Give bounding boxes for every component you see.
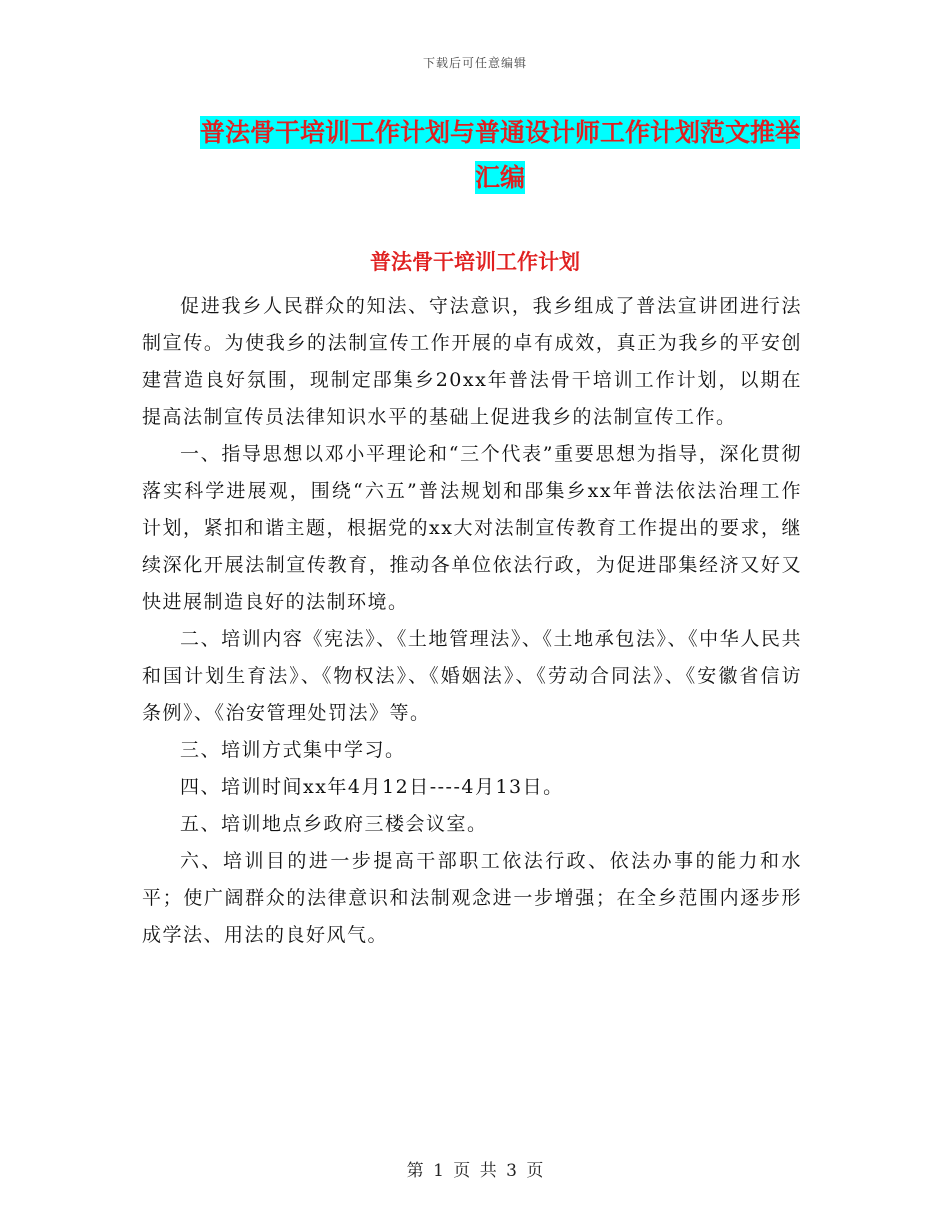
paragraph: 二、培训内容《宪法》、《土地管理法》、《土地承包法》、《中华人民共和国计划生育法》、《物权法》、《婚姻法》、《劳动合同法》、《安徽省信访条例》、《治安管理处罚法》等。 xyxy=(142,628,802,724)
paragraph: 六、培训目的进一步提高干部职工依法行政、依法办事的能力和水平；使广阔群众的法律意识和法制观念进一步增强；在全乡范围内逐步形成学法、用法的良好风气。 xyxy=(142,850,802,946)
page-footer: 第 1 页 共 3 页 xyxy=(406,1161,544,1181)
header-note: 下载后可任意编辑 xyxy=(422,56,527,70)
paragraph: 五、培训地点乡政府三楼会议室。 xyxy=(180,813,488,835)
paragraph: 三、培训方式集中学习。 xyxy=(180,739,406,761)
main-title-text: 普法骨干培训工作计划与普通设计师工作计划范文推举汇编 xyxy=(199,118,800,192)
main-title xyxy=(190,110,810,200)
section-title: 普法骨干培训工作计划 xyxy=(370,249,580,274)
paragraph: 一、指导思想以邓小平理论和“三个代表”重要思想为指导，深化贯彻落实科学进展观，围绕“六五”普法规划和郘集乡xx年普法依法治理工作计划，紧扣和谐主题，根据党的xx大对法制宣传教育工作提出的要求，继续深化开展法制宣传教育，推动各单位依法行政，为促进郘集经济又好又快进展制造良好的法制环境。 xyxy=(142,443,802,613)
paragraph: 四、培训时间xx年4月12日----4月13日。 xyxy=(180,776,564,798)
body-text xyxy=(142,288,802,954)
paragraph: 促进我乡人民群众的知法、守法意识，我乡组成了普法宣讲团进行法制宣传。为使我乡的法制宣传工作开展的卓有成效，真正为我乡的平安创建营造良好氛围，现制定郘集乡20xx年普法骨干培训工作计划，以期在提高法制宣传员法律知识水平的基础上促进我乡的法制宣传工作。 xyxy=(142,295,802,428)
